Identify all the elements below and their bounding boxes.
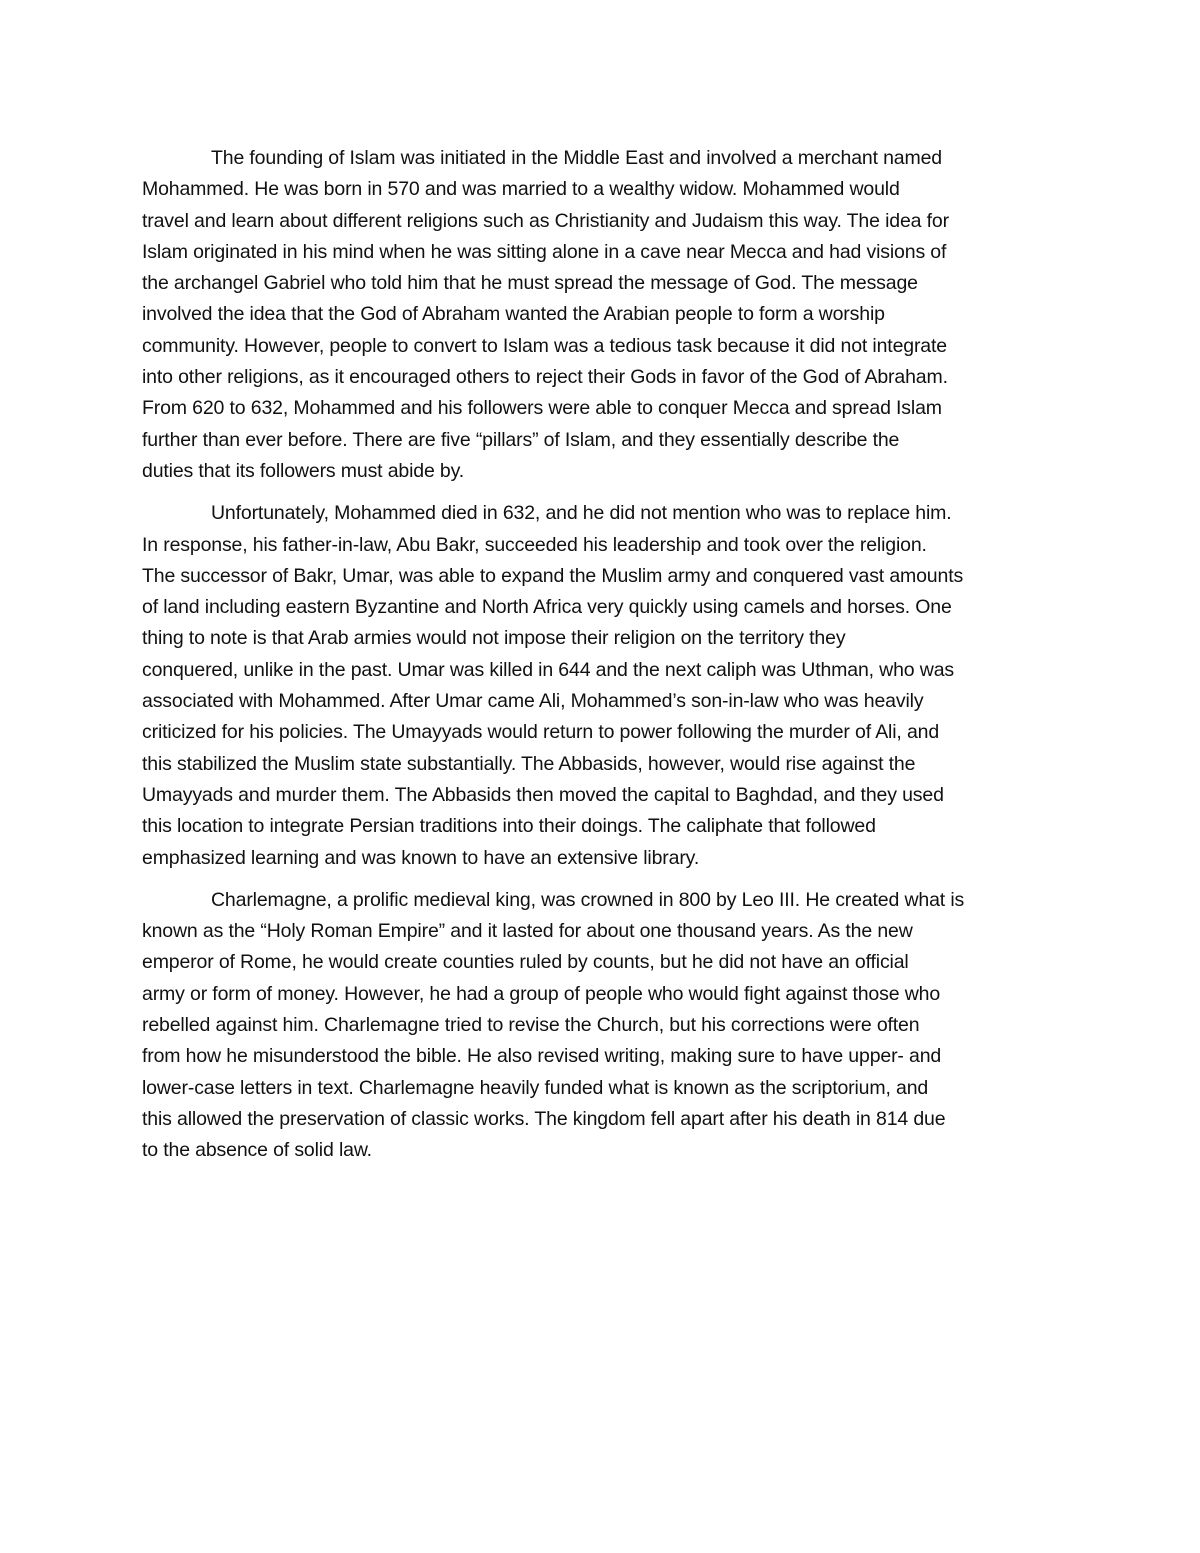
text-line: known as the “Holy Roman Empire” and it lasted for about one thousand years. As the new [142,920,913,943]
text-line: criticized for his policies. The Umayyads would return to power following the murder of Ali, and [142,721,940,744]
text-line: From 620 to 632, Mohammed and his followers were able to conquer Mecca and spread Islam [142,397,942,420]
text-line: Mohammed. He was born in 570 and was married to a wealthy widow. Mohammed would [142,178,900,201]
text-line: the archangel Gabriel who told him that he must spread the message of God. The message [142,272,918,295]
text-line: rebelled against him. Charlemagne tried to revise the Church, but his corrections were often [142,1014,920,1037]
text-line: The successor of Bakr, Umar, was able to expand the Muslim army and conquered vast amounts [142,564,964,587]
text-line: to the absence of solid law. [142,1139,372,1162]
text-line: this stabilized the Muslim state substantially. The Abbasids, however, would rise against the [142,752,916,775]
text-line: travel and learn about different religions such as Christianity and Judaism this way. The idea for [142,209,949,232]
text-line: The founding of Islam was initiated in the Middle East and involved a merchant named [211,147,942,169]
text-line: of land including eastern Byzantine and North Africa very quickly using camels and horses. One [142,596,952,619]
document-body [142,143,1062,1178]
text-line: into other religions, as it encouraged others to reject their Gods in favor of the God of Abraham. [142,366,948,389]
text-line: Unfortunately, Mohammed died in 632, and he did not mention who was to replace him. [211,502,952,525]
text-line: this location to integrate Persian traditions into their doings. The caliphate that followed [142,815,876,838]
text-line: thing to note is that Arab armies would not impose their religion on the territory they [142,627,846,650]
text-line: Charlemagne, a prolific medieval king, was crowned in 800 by Leo III. He created what is [211,888,965,911]
text-line: community. However, people to convert to Islam was a tedious task because it did not integrate [142,334,947,357]
text-line: Umayyads and murder them. The Abbasids then moved the capital to Baghdad, and they used [142,783,944,806]
text-line: lower-case letters in text. Charlemagne heavily funded what is known as the scriptorium, and [142,1076,929,1099]
text-line: conquered, unlike in the past. Umar was killed in 644 and the next caliph was Uthman, who was [142,658,955,681]
text-line: In response, his father-in-law, Abu Bakr, succeeded his leadership and took over the religion. [142,533,927,556]
text-line: associated with Mohammed. After Umar came Ali, Mohammed’s son-in-law who was heavily [142,690,924,713]
text-line: this allowed the preservation of classic works. The kingdom fell apart after his death in 814 due [142,1107,946,1130]
text-line: army or form of money. However, he had a group of people who would fight against those who [142,982,941,1005]
text-line: Islam originated in his mind when he was sitting alone in a cave near Mecca and had visions of [142,240,947,263]
paragraph-islam-founding [142,143,1062,487]
text-line: involved the idea that the God of Abraham wanted the Arabian people to form a worship [142,303,885,326]
text-line: emphasized learning and was known to have an extensive library. [142,846,700,869]
paragraph-caliphate-succession [142,498,1062,874]
text-line: duties that its followers must abide by. [142,459,465,482]
paragraph-charlemagne [142,885,1062,1167]
text-line: further than ever before. There are five “pillars” of Islam, and they essentially describe the [142,428,900,451]
text-line: from how he misunderstood the bible. He also revised writing, making sure to have upper- and [142,1045,942,1068]
text-line: emperor of Rome, he would create counties ruled by counts, but he did not have an official [142,951,909,974]
